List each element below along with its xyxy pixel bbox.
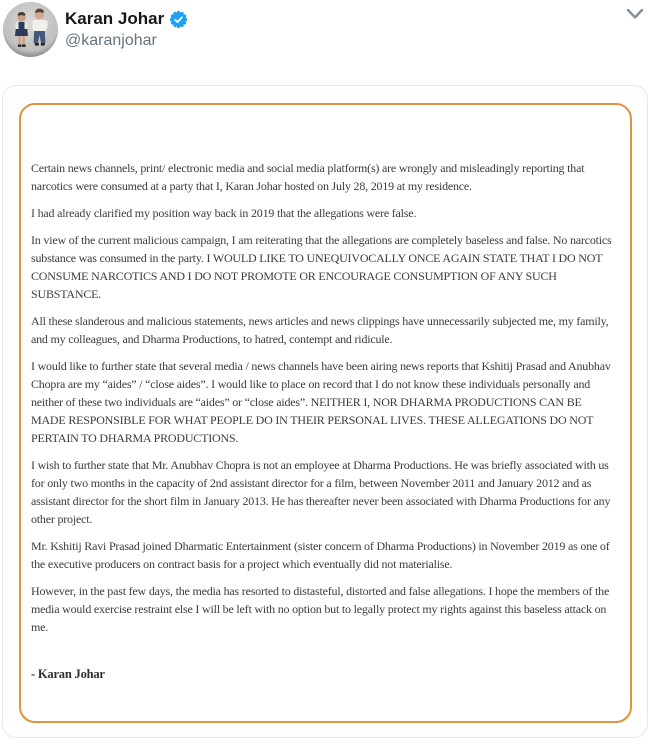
avatar-photo-two-children xyxy=(3,2,58,57)
statement-paragraph: However, in the past few days, the media has resorted to distasteful, distorted and false allegations. I hope the members of the media would exercise restraint else I will be left with no option but to legally protect my rights against this baseless attack on me. xyxy=(31,584,610,634)
tweet-image-card[interactable] xyxy=(2,85,648,738)
statement-paragraph: Certain news channels, print/ electronic media and social media platform(s) are wrongly and misleadingly reporting that narcotics were consumed at a party that I, Karan Johar hosted on July 28, 2019 at my residence. xyxy=(31,161,585,193)
author-handle[interactable]: @karanjohar xyxy=(65,32,157,49)
chevron-down-icon[interactable] xyxy=(626,7,644,19)
statement-paragraph: In view of the current malicious campaign, I am reiterating that the allegations are completely baseless and false. No narcotics substance was consumed in the party. I WOULD LIKE TO UNEQUIVOCALLY ONCE AGAIN STATE THAT I DO NOT CONSUME NARCOTICS AND I DO NOT PROMOTE OR ENCOURAGE CONSUMPTION OF ANY SUCH SUBSTANCE. xyxy=(31,233,612,301)
statement-paragraph: Mr. Kshitij Ravi Prasad joined Dharmatic Entertainment (sister concern of Dharma Productions) in November 2019 as one of the executive producers on contract basis for a project which eventually did not materialise. xyxy=(31,539,610,571)
statement-paragraph: I wish to further state that Mr. Anubhav Chopra is not an employee at Dharma Productions. He was briefly associated with us for only two months in the capacity of 2nd assistant director for a film, between November 2011 and January 2012 and as assistant director for the short film in January 2013. He has thereafter never been associated with Dharma Productions for any other project. xyxy=(31,458,611,526)
statement-signature: - Karan Johar xyxy=(31,667,105,681)
author-name[interactable]: Karan Johar xyxy=(65,9,165,28)
verified-badge-icon xyxy=(170,11,187,28)
statement-paragraph: I had already clarified my position way back in 2019 that the allegations were false. xyxy=(31,206,417,220)
author-row xyxy=(65,9,187,29)
statement-paragraph: All these slanderous and malicious statements, news articles and news clippings have unnecessarily subjected me, my family, and my colleagues, and Dharma Productions, to hatred, contempt and ridicule. xyxy=(31,314,609,346)
tweet-header xyxy=(0,0,650,62)
statement-letter-box xyxy=(19,103,632,723)
avatar[interactable] xyxy=(3,2,58,57)
statement-text xyxy=(31,159,618,683)
statement-paragraph: I would like to further state that several media / news channels have been airing news reports that Kshitij Prasad and Anubhav Chopra are my “aides” / “close aides”. I would like to place on record that I do not know these individuals personally and neither of these two individuals are “aides” or “close aides”. NEITHER I, NOR DHARMA PRODUCTIONS CAN BE MADE RESPONSIBLE FOR WHAT PEOPLE DO IN THEIR PERSONAL LIVES. THESE ALLEGATIONS DO NOT PERTAIN TO DHARMA PRODUCTIONS. xyxy=(31,359,611,445)
